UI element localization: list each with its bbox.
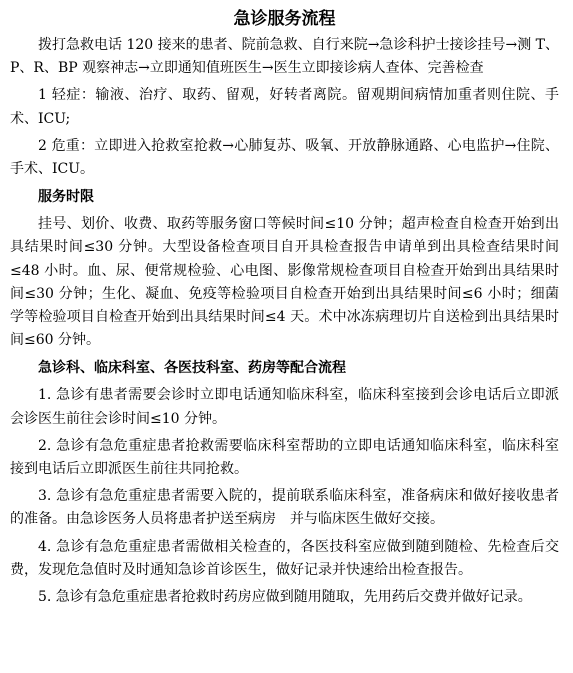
coordination-item-4: 4. 急诊有急危重症患者需做相关检查的，各医技科室应做到随到随检、先检查后交费，发现危急值时及时通知急诊首诊医生，做好记录并快速给出检查报告。 — [10, 538, 559, 578]
mild-case-paragraph: 1 轻症：输液、治疗、取药、留观，好转者离院。留观期间病情加重者则住院、手术、ICU; — [10, 87, 559, 127]
coordination-item-1: 1. 急诊有患者需要会诊时立即电话通知临床科室，临床科室接到会诊电话后立即派会诊医生前往会诊时间≤10 分钟。 — [10, 387, 559, 427]
coordination-item-5: 5. 急诊有急危重症患者抢救时药房应做到随用随取，先用药后交费并做好记录。 — [38, 589, 532, 606]
document-title: 急诊服务流程 — [233, 9, 336, 29]
service-time-heading: 服务时限 — [38, 189, 94, 206]
intro-paragraph: 拨打急救电话 120 接来的患者、院前急救、自行来院→急诊科护士接诊挂号→测 T、P、R、BP 观察神志→立即通知值班医生→医生立即接诊病人查体、完善检查 — [10, 37, 559, 77]
coordination-item-3: 3. 急诊有急危重症患者需要入院的，提前联系临床科室，准备病床和做好接收患者的准备。由急诊医务人员将患者护送至病房 并与临床医生做好交接。 — [10, 488, 559, 528]
service-time-paragraph: 挂号、划价、收费、取药等服务窗口等候时间≤10 分钟；超声检查自检查开始到出具结果时间≤30 分钟。大型设备检查项目自开具检查报告申请单到出具检查结果时间≤48 小时。血、尿、便常规检验、心电图、影像常规检查项目自检查开始到出具结果时间≤30 分钟；生化、凝血、免疫等检验项目自检查开始到出具结果时间≤6 小时；细菌学等检验项目自检查开始到出具结果时间≤4 天。术中冰冻病理切片自送检到出具结果时间≤60 分钟。 — [10, 216, 559, 349]
critical-case-paragraph: 2 危重：立即进入抢救室抢救→心肺复苏、吸氧、开放静脉通路、心电监护→住院、手术、ICU。 — [10, 137, 559, 178]
coordination-item-2: 2. 急诊有急危重症患者抢救需要临床科室帮助的立即电话通知临床科室，临床科室接到电话后立即派医生前往共同抢救。 — [10, 437, 559, 478]
coordination-heading: 急诊科、临床科室、各医技科室、药房等配合流程 — [38, 360, 346, 377]
